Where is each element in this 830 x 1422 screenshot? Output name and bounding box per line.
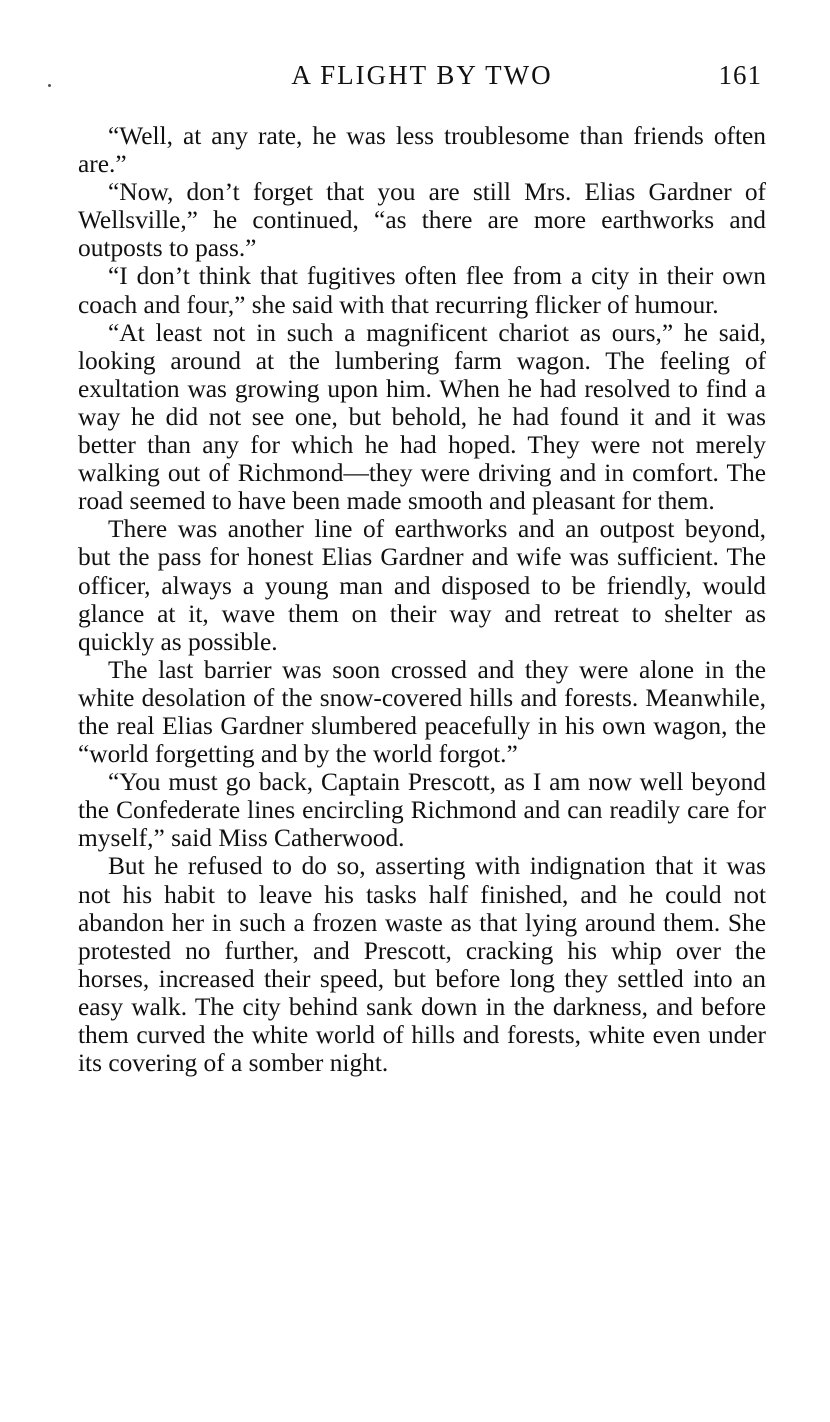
page-number: 161 [718, 60, 762, 90]
paragraph: The last barrier was soon crossed and they were alone in the white desolation of the snow-covered hills and forests. Meanwhile, the real Elias Gardner slumbered peacefully in his own wagon, the “world forgetting and by the world forgot.” [78, 655, 766, 769]
print-speck [48, 84, 51, 87]
running-title: A FLIGHT BY TWO [291, 60, 553, 90]
paragraph: But he refused to do so, asserting with indignation that it was not his habit to leave his tasks half finished, and he could not abandon her in such a frozen waste as that lying around them. She protested no further, and Prescott, cracking his whip over the horses, increased their speed, but before long they settled into an easy walk. The city behind sank down in the darkness, and before them curved the white world of hills and forests, white even under its covering of a somber night. [78, 852, 766, 1078]
running-head [78, 58, 766, 92]
paragraph: “At least not in such a magnificent chariot as ours,” he said, looking around at the lumbering farm wagon. The feeling of exultation was growing upon him. When he had resolved to find a way he did not see one, but behold, he had found it and it was better than any for which he had hoped. They were not merely walking out of Richmond—they were driving and in comfort. The road seemed to have been made smooth and pleasant for them. [78, 318, 766, 516]
paragraph: “You must go back, Captain Prescott, as I am now well beyond the Confederate lines encircling Richmond and can readily care for myself,” said Miss Catherwood. [78, 768, 766, 853]
paragraph: “Well, at any rate, he was less troublesome than friends often are.” [78, 122, 766, 179]
paragraph: There was another line of earthworks and an outpost beyond, but the pass for honest Elias Gardner and wife was sufficient. The officer, always a young man and disposed to be friendly, would glance at it, wave them on their way and retreat to shelter as quickly as possible. [78, 515, 766, 656]
body-text [78, 122, 766, 1077]
paragraph: “Now, don’t forget that you are still Mrs. Elias Gardner of Wellsville,” he continued, “as there are more earthworks and outposts to pass.” [78, 178, 766, 263]
paragraph: “I don’t think that fugitives often flee from a city in their own coach and four,” she said with that recurring flicker of humour. [78, 262, 766, 319]
